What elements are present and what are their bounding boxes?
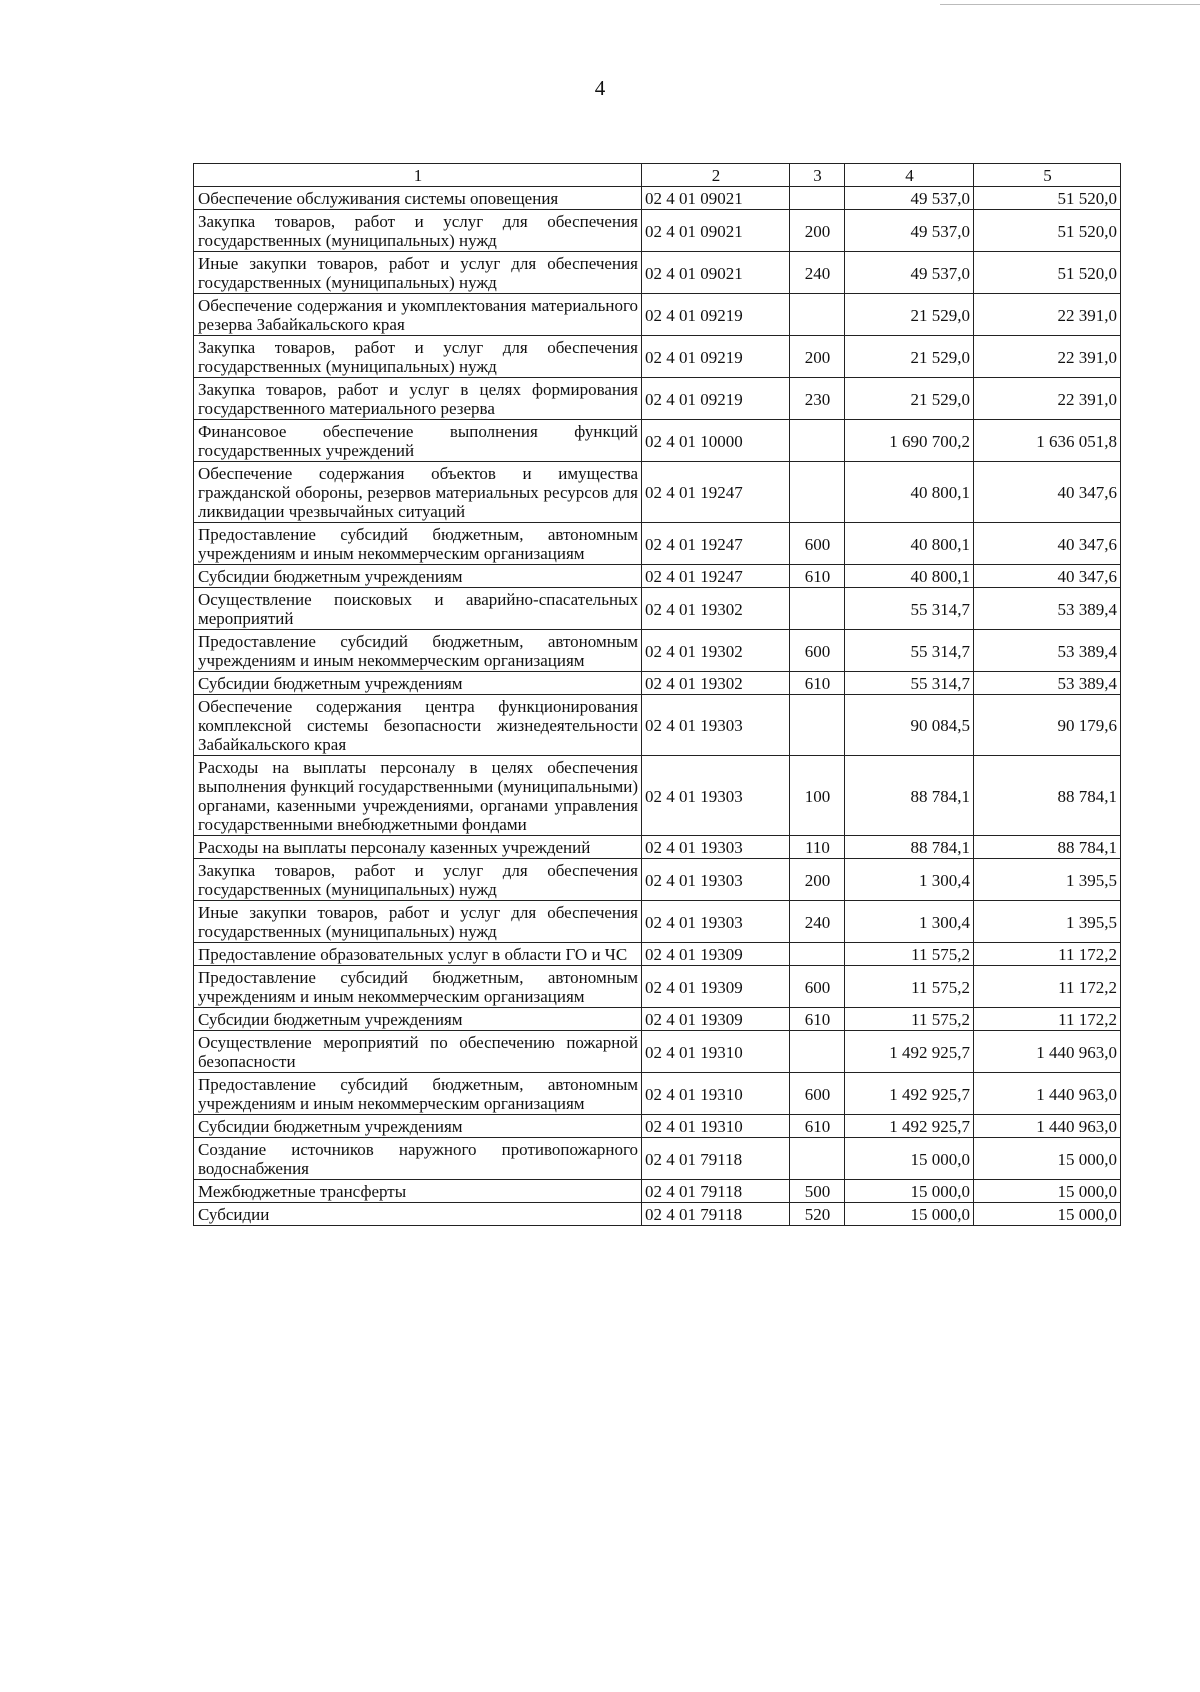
row-amount-1: 88 784,1 (845, 836, 974, 859)
row-name: Обеспечение содержания объектов и имущества гражданской обороны, резервов материальных ресурсов для ликвидации чрезвычайных ситуаций (194, 462, 642, 523)
row-vr (790, 695, 845, 756)
row-code: 02 4 01 19302 (642, 672, 790, 695)
row-code: 02 4 01 09021 (642, 187, 790, 210)
table-row (194, 565, 1121, 588)
row-vr: 600 (790, 630, 845, 672)
table-row (194, 210, 1121, 252)
row-name: Расходы на выплаты персоналу в целях обеспечения выполнения функций государственными (муниципальными) органами, казенными учреждениями, органами управления государственными внебюджетными фондами (194, 756, 642, 836)
row-name: Субсидии бюджетным учреждениям (194, 1008, 642, 1031)
row-vr: 200 (790, 336, 845, 378)
row-code: 02 4 01 09021 (642, 252, 790, 294)
row-amount-1: 15 000,0 (845, 1180, 974, 1203)
scan-edge-line (940, 4, 1200, 5)
row-vr (790, 943, 845, 966)
row-amount-1: 90 084,5 (845, 695, 974, 756)
table-body (194, 187, 1121, 1226)
row-code: 02 4 01 09021 (642, 210, 790, 252)
row-amount-1: 21 529,0 (845, 294, 974, 336)
header-code: 2 (642, 164, 790, 187)
row-amount-1: 11 575,2 (845, 966, 974, 1008)
row-vr: 600 (790, 966, 845, 1008)
row-amount-1: 40 800,1 (845, 565, 974, 588)
row-amount-2: 40 347,6 (974, 523, 1121, 565)
row-vr: 110 (790, 836, 845, 859)
row-name: Предоставление образовательных услуг в области ГО и ЧС (194, 943, 642, 966)
row-vr: 520 (790, 1203, 845, 1226)
row-amount-2: 1 395,5 (974, 901, 1121, 943)
table-row (194, 420, 1121, 462)
page-number: 4 (594, 76, 606, 100)
table-row (194, 859, 1121, 901)
table-row (194, 1180, 1121, 1203)
row-vr (790, 420, 845, 462)
row-amount-2: 1 636 051,8 (974, 420, 1121, 462)
row-amount-2: 88 784,1 (974, 756, 1121, 836)
row-code: 02 4 01 10000 (642, 420, 790, 462)
row-amount-1: 21 529,0 (845, 378, 974, 420)
row-amount-1: 15 000,0 (845, 1203, 974, 1226)
row-amount-2: 22 391,0 (974, 336, 1121, 378)
row-code: 02 4 01 19303 (642, 836, 790, 859)
row-vr (790, 588, 845, 630)
row-amount-2: 22 391,0 (974, 294, 1121, 336)
table-header-row (194, 164, 1121, 187)
row-amount-1: 88 784,1 (845, 756, 974, 836)
row-amount-2: 51 520,0 (974, 210, 1121, 252)
row-amount-1: 1 690 700,2 (845, 420, 974, 462)
header-vr: 3 (790, 164, 845, 187)
row-name: Закупка товаров, работ и услуг в целях формирования государственного материального резерва (194, 378, 642, 420)
row-amount-1: 11 575,2 (845, 943, 974, 966)
row-amount-2: 15 000,0 (974, 1138, 1121, 1180)
row-vr: 240 (790, 901, 845, 943)
row-code: 02 4 01 79118 (642, 1180, 790, 1203)
row-amount-1: 55 314,7 (845, 630, 974, 672)
row-vr: 200 (790, 210, 845, 252)
row-name: Закупка товаров, работ и услуг для обеспечения государственных (муниципальных) нужд (194, 210, 642, 252)
row-amount-2: 22 391,0 (974, 378, 1121, 420)
table-row (194, 378, 1121, 420)
row-vr: 610 (790, 1115, 845, 1138)
row-code: 02 4 01 79118 (642, 1203, 790, 1226)
row-amount-2: 1 395,5 (974, 859, 1121, 901)
table-row (194, 294, 1121, 336)
row-amount-1: 55 314,7 (845, 588, 974, 630)
row-vr: 500 (790, 1180, 845, 1203)
table-row (194, 966, 1121, 1008)
row-name: Осуществление мероприятий по обеспечению пожарной безопасности (194, 1031, 642, 1073)
row-name: Иные закупки товаров, работ и услуг для обеспечения государственных (муниципальных) нужд (194, 252, 642, 294)
row-code: 02 4 01 19303 (642, 695, 790, 756)
table-row (194, 695, 1121, 756)
row-code: 02 4 01 19309 (642, 966, 790, 1008)
row-name: Закупка товаров, работ и услуг для обеспечения государственных (муниципальных) нужд (194, 859, 642, 901)
table-row (194, 1203, 1121, 1226)
row-code: 02 4 01 19310 (642, 1115, 790, 1138)
row-amount-2: 1 440 963,0 (974, 1115, 1121, 1138)
row-name: Закупка товаров, работ и услуг для обеспечения государственных (муниципальных) нужд (194, 336, 642, 378)
table-row (194, 1008, 1121, 1031)
row-code: 02 4 01 19303 (642, 859, 790, 901)
budget-table (193, 163, 1121, 1226)
row-amount-1: 1 492 925,7 (845, 1073, 974, 1115)
row-amount-2: 53 389,4 (974, 672, 1121, 695)
table-row (194, 836, 1121, 859)
row-vr: 610 (790, 1008, 845, 1031)
row-code: 02 4 01 19247 (642, 462, 790, 523)
row-code: 02 4 01 19303 (642, 901, 790, 943)
row-code: 02 4 01 79118 (642, 1138, 790, 1180)
header-name: 1 (194, 164, 642, 187)
row-code: 02 4 01 19310 (642, 1031, 790, 1073)
row-code: 02 4 01 19310 (642, 1073, 790, 1115)
row-name: Осуществление поисковых и аварийно-спасательных мероприятий (194, 588, 642, 630)
row-name: Субсидии бюджетным учреждениям (194, 565, 642, 588)
row-vr (790, 462, 845, 523)
table-row (194, 1138, 1121, 1180)
row-amount-1: 49 537,0 (845, 187, 974, 210)
row-vr: 610 (790, 565, 845, 588)
row-amount-2: 15 000,0 (974, 1203, 1121, 1226)
row-name: Предоставление субсидий бюджетным, автономным учреждениям и иным некоммерческим организациям (194, 523, 642, 565)
row-amount-2: 11 172,2 (974, 966, 1121, 1008)
row-amount-2: 40 347,6 (974, 462, 1121, 523)
row-amount-1: 40 800,1 (845, 523, 974, 565)
row-vr (790, 1138, 845, 1180)
row-code: 02 4 01 19247 (642, 523, 790, 565)
table-row (194, 943, 1121, 966)
row-code: 02 4 01 19303 (642, 756, 790, 836)
row-code: 02 4 01 19247 (642, 565, 790, 588)
row-name: Обеспечение содержания центра функционирования комплексной системы безопасности жизнедеятельности Забайкальского края (194, 695, 642, 756)
row-amount-2: 1 440 963,0 (974, 1031, 1121, 1073)
table-row (194, 672, 1121, 695)
row-code: 02 4 01 09219 (642, 378, 790, 420)
row-name: Обеспечение содержания и укомплектования материального резерва Забайкальского края (194, 294, 642, 336)
row-amount-1: 1 492 925,7 (845, 1031, 974, 1073)
row-amount-2: 15 000,0 (974, 1180, 1121, 1203)
row-name: Межбюджетные трансферты (194, 1180, 642, 1203)
row-vr (790, 294, 845, 336)
row-amount-1: 49 537,0 (845, 210, 974, 252)
row-code: 02 4 01 19309 (642, 1008, 790, 1031)
row-amount-1: 49 537,0 (845, 252, 974, 294)
row-name: Иные закупки товаров, работ и услуг для обеспечения государственных (муниципальных) нужд (194, 901, 642, 943)
row-amount-1: 21 529,0 (845, 336, 974, 378)
row-amount-1: 1 300,4 (845, 901, 974, 943)
row-name: Предоставление субсидий бюджетным, автономным учреждениям и иным некоммерческим организациям (194, 1073, 642, 1115)
table-row (194, 630, 1121, 672)
table-row (194, 756, 1121, 836)
table-row (194, 1031, 1121, 1073)
row-amount-2: 53 389,4 (974, 588, 1121, 630)
row-code: 02 4 01 09219 (642, 294, 790, 336)
row-amount-1: 15 000,0 (845, 1138, 974, 1180)
table-row (194, 523, 1121, 565)
row-name: Финансовое обеспечение выполнения функций государственных учреждений (194, 420, 642, 462)
row-amount-1: 1 300,4 (845, 859, 974, 901)
row-name: Субсидии бюджетным учреждениям (194, 1115, 642, 1138)
table-row (194, 588, 1121, 630)
row-name: Субсидии бюджетным учреждениям (194, 672, 642, 695)
row-amount-2: 1 440 963,0 (974, 1073, 1121, 1115)
row-amount-2: 11 172,2 (974, 1008, 1121, 1031)
row-amount-2: 51 520,0 (974, 252, 1121, 294)
table-row (194, 187, 1121, 210)
row-amount-1: 1 492 925,7 (845, 1115, 974, 1138)
row-name: Субсидии (194, 1203, 642, 1226)
row-code: 02 4 01 19309 (642, 943, 790, 966)
table-row (194, 1073, 1121, 1115)
table-row (194, 252, 1121, 294)
row-code: 02 4 01 19302 (642, 588, 790, 630)
row-vr: 200 (790, 859, 845, 901)
header-amount-1: 4 (845, 164, 974, 187)
row-vr: 240 (790, 252, 845, 294)
row-vr (790, 1031, 845, 1073)
header-amount-2: 5 (974, 164, 1121, 187)
row-name: Расходы на выплаты персоналу казенных учреждений (194, 836, 642, 859)
table-row (194, 1115, 1121, 1138)
row-name: Предоставление субсидий бюджетным, автономным учреждениям и иным некоммерческим организациям (194, 966, 642, 1008)
row-vr: 600 (790, 523, 845, 565)
row-amount-2: 11 172,2 (974, 943, 1121, 966)
row-code: 02 4 01 09219 (642, 336, 790, 378)
row-vr: 610 (790, 672, 845, 695)
row-vr: 230 (790, 378, 845, 420)
table-row (194, 336, 1121, 378)
row-amount-2: 90 179,6 (974, 695, 1121, 756)
table-row (194, 462, 1121, 523)
budget-table-container (193, 163, 1120, 1226)
row-name: Предоставление субсидий бюджетным, автономным учреждениям и иным некоммерческим организациям (194, 630, 642, 672)
row-vr: 100 (790, 756, 845, 836)
row-amount-2: 51 520,0 (974, 187, 1121, 210)
row-name: Обеспечение обслуживания системы оповещения (194, 187, 642, 210)
row-name: Создание источников наружного противопожарного водоснабжения (194, 1138, 642, 1180)
row-code: 02 4 01 19302 (642, 630, 790, 672)
row-amount-2: 88 784,1 (974, 836, 1121, 859)
row-vr (790, 187, 845, 210)
row-amount-1: 40 800,1 (845, 462, 974, 523)
row-amount-1: 55 314,7 (845, 672, 974, 695)
row-vr: 600 (790, 1073, 845, 1115)
row-amount-2: 53 389,4 (974, 630, 1121, 672)
row-amount-2: 40 347,6 (974, 565, 1121, 588)
row-amount-1: 11 575,2 (845, 1008, 974, 1031)
table-row (194, 901, 1121, 943)
